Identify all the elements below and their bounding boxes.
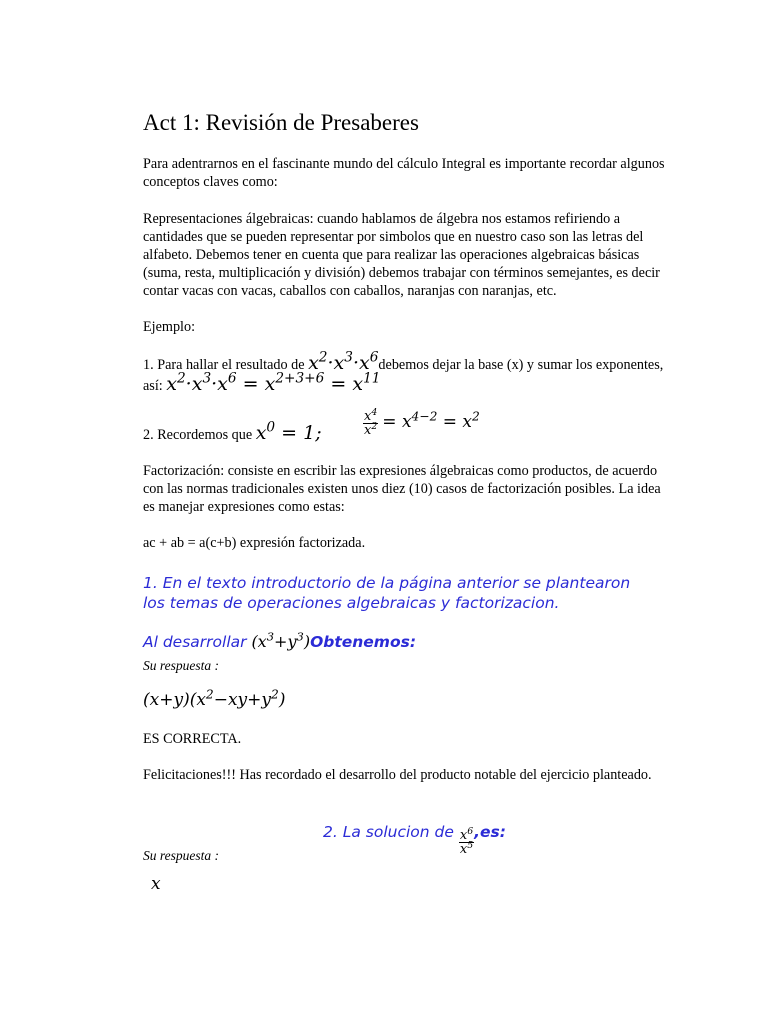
ejemplo-item-1 [143,349,664,374]
question-1-prompt-prefix: Al desarrollar [143,633,247,651]
quotient-result: = $x^{4-2} = x^2$ [382,409,480,433]
factorizacion-line-3: es manejar expresiones como estas: [143,499,345,515]
page-title: Act 1: Revisión de Presaberes [143,110,419,135]
power-sum-equation: $x^2\cdot x^3\cdot x^6 = x^{2+3+6} = x^{11}$ [166,370,381,395]
question-1-prompt-suffix: Obtenemos: [310,633,417,651]
representaciones-line-3: alfabeto. Debemos tener en cuenta que para realizar las operaciones algebraicas básicas [143,247,640,263]
intro-line-2: conceptos claves como: [143,174,278,190]
quotient-fraction: $\frac{x^4}{x^2}$ [364,406,378,438]
ejemplo-item-1-line-2-prefix: así: [143,378,163,394]
quotient-equation [363,406,480,438]
question-1-feedback: Felicitaciones!!! Has recordado el desarrollo del producto notable del ejercicio planteado. [143,767,652,783]
question-2-answer-label: Su respuesta : [143,848,219,863]
power-product-expression: $x^2\cdot x^3\cdot x^6$ [308,349,379,374]
question-2-fraction: $\frac{x^6}{x^5}$ [459,825,474,857]
representaciones-line-2: cantidades que se pueden representar por simbolos que en nuestro caso son las letras del [143,229,644,245]
question-1-verdict: ES CORRECTA. [143,731,242,747]
representaciones-line-5: contar vacas con vacas, caballos con caballos, naranjas con naranjas, etc. [143,283,557,299]
factorizacion-line-1: Factorización: consiste en escribir las expresiones álgebraicas como productos, de acuerdo [143,463,658,479]
sum-of-cubes-expression: $(x^3+y^3)$ [251,629,311,651]
ejemplo-label: Ejemplo: [143,319,196,335]
question-1-answer-expression: $(x+y)(x^2-xy+y^2)$ [143,687,286,710]
zero-exponent-equation: $x^0 = 1$; [255,419,322,444]
factorizacion-line-2: con las normas tradicionales existen unos diez (10) casos de factorización posibles. La idea [143,481,661,497]
ejemplo-item-1-prefix: 1. Para hallar el resultado de [143,357,305,373]
representaciones-line-4: (suma, resta, multiplicación y división) debemos trabajar con términos semejantes, es decir [143,265,660,281]
representaciones-line-1: Representaciones álgebraicas: cuando hablamos de álgebra nos estamos refiriendo a [143,211,621,227]
ejemplo-item-1-suffix: debemos dejar la base (x) y sumar los exponentes, [378,357,664,373]
question-2-answer-expression: x [151,874,161,894]
question-2-prompt-suffix: ,es: [474,823,506,841]
question-1-prompt [143,629,417,652]
factorizacion-example: ac + ab = a(c+b) expresión factorizada. [143,535,366,551]
question-2-prompt-prefix: 2. La solucion de [323,823,454,841]
intro-line-1: Para adentrarnos en el fascinante mundo del cálculo Integral es importante recordar algunos [143,156,665,172]
question-1-line-1: 1. En el texto introductorio de la página anterior se plantearon [143,574,631,592]
ejemplo-item-1-line-2 [143,370,381,395]
ejemplo-item-2 [143,419,322,444]
question-1-line-2: los temas de operaciones algebraicas y factorizacion. [143,594,560,612]
question-1-answer-label: Su respuesta : [143,658,219,673]
ejemplo-item-2-prefix: 2. Recordemos que [143,427,253,443]
question-2-prompt [323,822,506,856]
